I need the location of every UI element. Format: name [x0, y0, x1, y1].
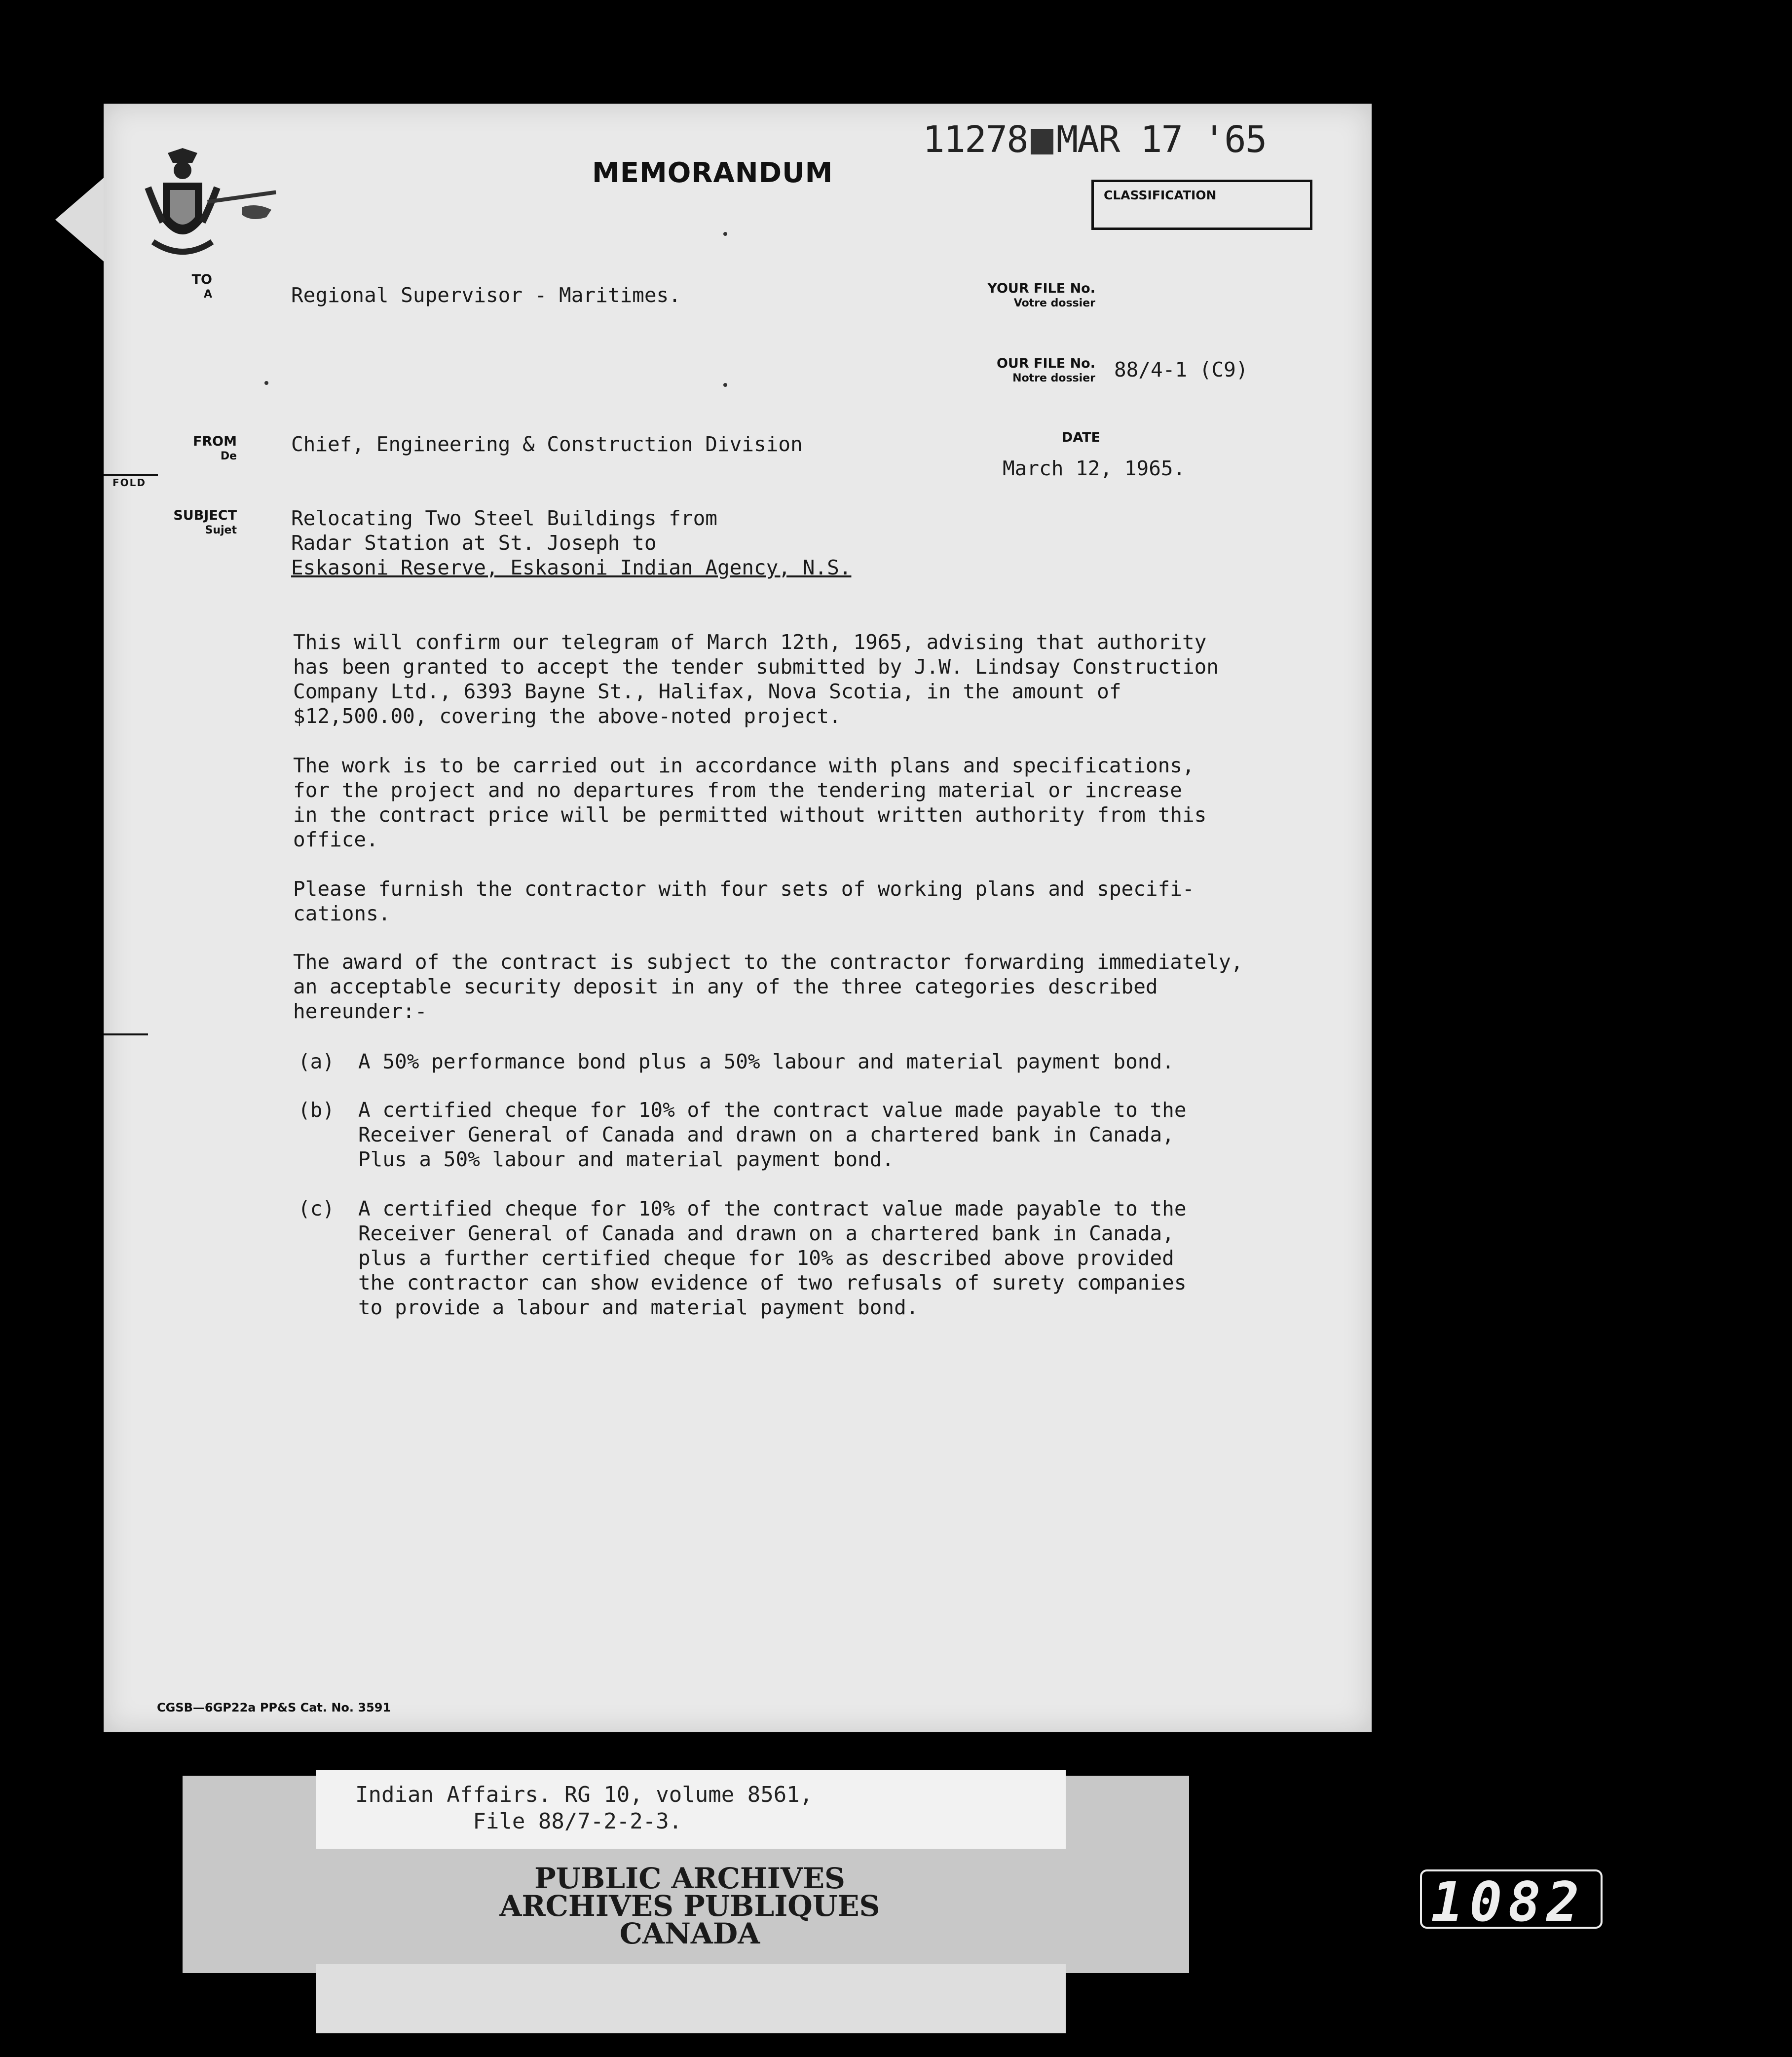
our-file-value: 88/4-1 (C9)	[1114, 358, 1248, 381]
subject-label-fr: Sujet	[205, 524, 237, 536]
punch-dot	[723, 232, 727, 236]
paragraph-3: Please furnish the contractor with four sets of working plans and specifi- cations.	[293, 877, 1195, 925]
to-label-en: TO	[191, 272, 212, 287]
item-b-marker: (b)	[298, 1098, 335, 1122]
our-file-label-en: OUR FILE No.	[996, 356, 1095, 371]
your-file-label	[933, 281, 1095, 311]
item-c-marker: (c)	[298, 1197, 335, 1220]
coat-of-arms-logo	[143, 148, 291, 267]
page-tab-edge	[55, 173, 110, 267]
item-a-marker: (a)	[298, 1050, 335, 1073]
subject-line-1: Relocating Two Steel Buildings from	[291, 506, 717, 530]
to-label	[163, 272, 212, 302]
classification-label: CLASSIFICATION	[1104, 188, 1217, 202]
frame-counter	[1420, 1869, 1603, 1934]
from-label-fr: De	[220, 450, 237, 462]
paragraph-4: The award of the contract is subject to the contractor forwarding immediately, an acceptable security deposit in any of the three categories described hereunder:-	[293, 950, 1243, 1023]
frame-counter-number: 1082	[1431, 1870, 1585, 1934]
archive-stamp-line-3: CANADA	[619, 1917, 760, 1950]
punch-dot	[264, 381, 268, 385]
our-file-label	[933, 356, 1095, 386]
stamp-mark	[1031, 129, 1053, 154]
our-file-label-fr: Notre dossier	[1012, 372, 1095, 384]
item-b-text: A certified cheque for 10% of the contract value made payable to the Receiver General of Canada and drawn on a chartered bank in Canada, Plus a 50% labour and material payment bond.	[358, 1098, 1187, 1171]
archive-stamp-line-2: ARCHIVES PUBLIQUES	[499, 1889, 880, 1923]
fold-line	[104, 474, 158, 476]
subject-label-en: SUBJECT	[173, 508, 237, 523]
subject-line-2: Radar Station at St. Joseph to	[291, 531, 657, 555]
stamp-date: MAR 17 '65	[1056, 118, 1267, 161]
form-catalog-number: CGSB—6GP22a PP&S Cat. No. 3591	[157, 1701, 391, 1714]
from-value: Chief, Engineering & Construction Division	[291, 432, 803, 456]
memo-title: MEMORANDUM	[592, 157, 833, 189]
fold-label: FOLD	[112, 477, 147, 489]
to-value: Regional Supervisor - Maritimes.	[291, 283, 681, 307]
classification-box	[1091, 180, 1312, 230]
punch-dot	[723, 383, 727, 387]
date-label: DATE	[1061, 430, 1100, 445]
to-label-fr: A	[203, 288, 212, 301]
subject-label	[163, 508, 237, 538]
received-stamp	[923, 118, 1266, 161]
from-label	[163, 434, 237, 464]
archive-reference: Indian Affairs. RG 10, volume 8561, File 88/7-2-2-3.	[355, 1782, 813, 1834]
archive-stamp-line-1: PUBLIC ARCHIVES	[534, 1862, 845, 1895]
paragraph-2: The work is to be carried out in accordance with plans and specifications, for the project and no departures from the tendering material or increase in the contract price will be permitted without written authority from this office.	[293, 754, 1207, 851]
date-value: March 12, 1965.	[1003, 457, 1186, 480]
your-file-label-en: YOUR FILE No.	[987, 281, 1095, 296]
stamp-number: 11278	[923, 118, 1028, 161]
item-c-text: A certified cheque for 10% of the contract value made payable to the Receiver General of Canada and drawn on a chartered bank in Canada, plus a further certified cheque for 10% as described above provided the contractor can show evidence of two refusals of surety companies to provide a labour and material payment bond.	[358, 1197, 1187, 1319]
subject-line-3: Eskasoni Reserve, Eskasoni Indian Agency, N.S.	[291, 556, 852, 579]
your-file-label-fr: Votre dossier	[1013, 297, 1095, 309]
paragraph-1: This will confirm our telegram of March 12th, 1965, advising that authority has been granted to accept the tender submitted by J.W. Lindsay Construction Company Ltd., 6393 Bayne St., Halifax, Nova Scotia, in the amount of $12,500.00, covering the above-noted project.	[293, 630, 1219, 728]
margin-tick	[104, 1033, 148, 1035]
item-a-text: A 50% performance bond plus a 50% labour and material payment bond.	[358, 1050, 1174, 1073]
from-label-en: FROM	[192, 434, 237, 449]
archive-strip-lower	[316, 1964, 1066, 2033]
